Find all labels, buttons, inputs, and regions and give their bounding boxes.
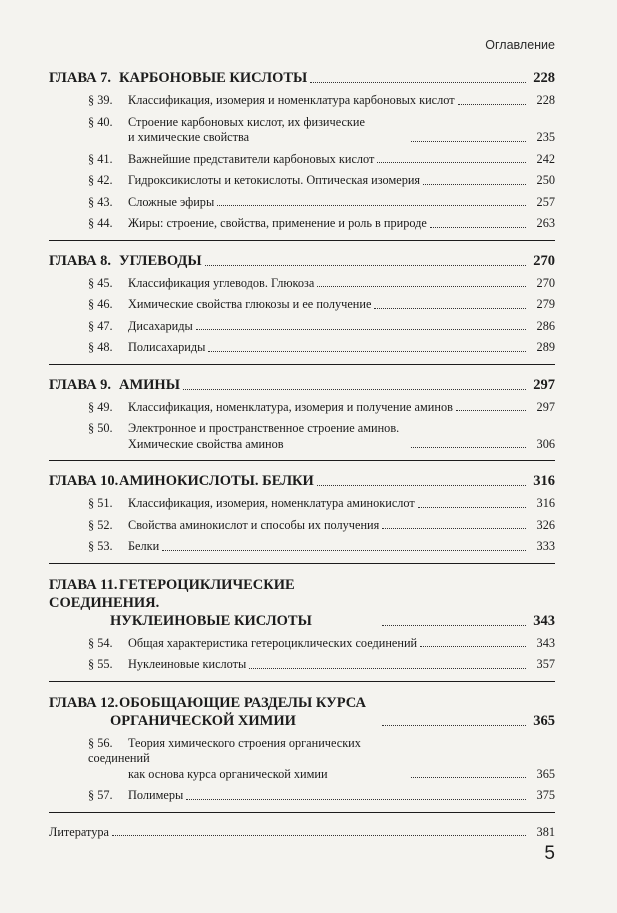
chapter-page: 297 <box>533 376 555 393</box>
chapter-10 <box>49 473 555 555</box>
toc-entry[interactable]: § 42. Гидроксикислоты и кетокислоты. Оптическая изомерия 250 <box>88 173 555 187</box>
toc-entry[interactable]: § 39. Классификация, изомерия и номенклатура карбоновых кислот 228 <box>88 93 555 107</box>
page-number: 5 <box>544 843 555 864</box>
divider <box>49 240 555 241</box>
chapter-page: 228 <box>533 70 555 86</box>
chapter-title: ГЛАВА 7. КАРБОНОВЫЕ КИСЛОТЫ <box>49 70 308 86</box>
chapter-8 <box>49 253 555 356</box>
toc-entry[interactable]: § 44. Жиры: строение, свойства, применение и роль в природе 263 <box>88 216 555 230</box>
toc-entry[interactable]: § 53. Белки 333 <box>88 539 555 553</box>
chapter-page: 270 <box>533 252 555 269</box>
chapter-9 <box>49 377 555 453</box>
toc-entry[interactable]: § 50. Электронное и пространственное строение аминов. Химические свойства аминов 306 <box>88 421 555 451</box>
toc-entry[interactable]: § 49. Классификация, номенклатура, изомерия и получение аминов 297 <box>88 399 555 414</box>
chapter-12 <box>49 694 555 804</box>
chapter-heading[interactable] <box>49 473 555 490</box>
toc-entry[interactable]: § 57. Полимеры 375 <box>88 788 555 802</box>
chapter-heading[interactable] <box>49 576 555 630</box>
chapter-page: 365 <box>533 712 555 729</box>
toc-entry[interactable]: § 55. Нуклеиновые кислоты 357 <box>88 657 555 671</box>
chapter-11 <box>49 576 555 673</box>
toc-entry[interactable]: § 51. Классификация, изомерия, номенклатура аминокислот 316 <box>88 496 555 510</box>
chapter-title: ГЛАВА 8. УГЛЕВОДЫ <box>49 252 202 269</box>
toc-entry[interactable]: § 40. Строение карбоновых кислот, их физические и химические свойства 235 <box>88 114 555 144</box>
divider <box>49 460 555 461</box>
chapter-title: ГЛАВА 9. АМИНЫ <box>49 376 180 393</box>
table-of-contents <box>49 70 555 840</box>
divider <box>49 563 555 564</box>
toc-entry[interactable]: § 54. Общая характеристика гетероциклических соединений 343 <box>88 635 555 650</box>
chapter-title: ГЛАВА 12.ОБОБЩАЮЩИЕ РАЗДЕЛЫ КУРСА ОРГАНИЧЕСКОЙ ХИМИИ <box>49 694 366 729</box>
toc-entry[interactable]: § 47. Дисахариды 286 <box>88 318 555 333</box>
toc-entry[interactable]: § 46. Химические свойства глюкозы и ее получение 279 <box>88 297 555 311</box>
chapter-page: 343 <box>533 612 555 629</box>
toc-entry[interactable]: § 45. Классификация углеводов. Глюкоза 270 <box>88 275 555 290</box>
chapter-heading[interactable] <box>49 70 555 87</box>
toc-entry[interactable]: § 48. Полисахариды 289 <box>88 340 555 354</box>
chapter-heading[interactable] <box>49 694 555 730</box>
toc-entry[interactable]: § 52. Свойства аминокислот и способы их получения 326 <box>88 517 555 532</box>
divider <box>49 681 555 682</box>
literature-entry[interactable] <box>49 825 555 840</box>
toc-entry[interactable]: § 43. Сложные эфиры 257 <box>88 194 555 209</box>
toc-entry[interactable]: § 56. Теория химического строения органических соединений как основа курса органической химии 365 <box>88 735 555 781</box>
chapter-7 <box>49 70 555 232</box>
chapter-page: 316 <box>533 473 555 489</box>
chapter-title: ГЛАВА 10.АМИНОКИСЛОТЫ. БЕЛКИ <box>49 473 314 489</box>
literature-label: Литература <box>49 824 110 839</box>
divider <box>49 364 555 365</box>
divider <box>49 812 555 813</box>
chapter-heading[interactable] <box>49 253 555 270</box>
toc-entry[interactable]: § 41. Важнейшие представители карбоновых кислот 242 <box>88 151 555 166</box>
running-head: Оглавление <box>485 38 555 52</box>
chapter-heading[interactable] <box>49 377 555 394</box>
dot-leader <box>310 82 526 83</box>
chapter-title: ГЛАВА 11. ГЕТЕРОЦИКЛИЧЕСКИЕ СОЕДИНЕНИЯ. НУКЛЕИНОВЫЕ КИСЛОТЫ <box>49 576 312 629</box>
literature-page: 381 <box>536 824 555 839</box>
